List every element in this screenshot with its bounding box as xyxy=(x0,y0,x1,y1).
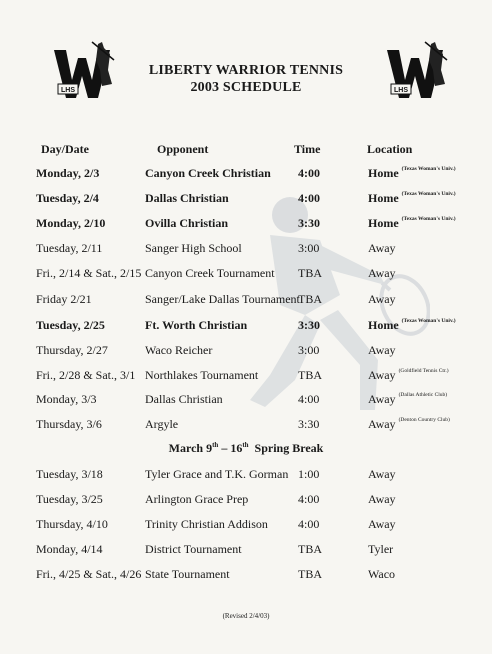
row-time: 4:00 xyxy=(298,517,320,531)
row-location: Away xyxy=(368,392,396,406)
spring-break-mid: – 16 xyxy=(218,441,243,455)
row-time: TBA xyxy=(298,266,322,280)
row-time: 3:30 xyxy=(298,318,320,332)
row-time: 4:00 xyxy=(298,492,320,506)
row-time: 4:00 xyxy=(298,166,320,180)
row-date: Monday, 3/3 xyxy=(36,392,97,406)
table-row xyxy=(0,417,492,435)
row-location: Away xyxy=(368,241,396,255)
row-time: 3:00 xyxy=(298,343,320,357)
row-location-note: (Denton Country Club) xyxy=(398,417,450,423)
row-opponent: Canyon Creek Christian xyxy=(145,166,271,180)
column-header-opponent: Opponent xyxy=(157,142,209,156)
document-title: LIBERTY WARRIOR TENNIS xyxy=(148,63,344,78)
row-location: Away xyxy=(368,368,396,382)
row-location: Home xyxy=(368,166,399,180)
row-opponent: Dallas Christian xyxy=(145,392,223,406)
row-location: Waco xyxy=(368,567,396,581)
column-header-time: Time xyxy=(294,142,321,156)
row-location-cell xyxy=(368,166,456,181)
column-header-location: Location xyxy=(367,142,413,156)
row-opponent: Canyon Creek Tournament xyxy=(145,266,275,280)
table-row xyxy=(0,166,492,184)
row-opponent: Trinity Christian Addison xyxy=(145,517,268,531)
row-location-cell xyxy=(368,216,456,231)
row-location: Away xyxy=(368,517,396,531)
table-row xyxy=(0,318,492,336)
table-row xyxy=(0,266,492,284)
row-time: 3:30 xyxy=(298,417,320,431)
row-date: Fri., 2/28 & Sat., 3/1 xyxy=(36,368,136,382)
table-row xyxy=(0,517,492,535)
row-opponent: Waco Reicher xyxy=(145,343,213,357)
svg-text:LHS: LHS xyxy=(61,87,75,94)
row-location: Home xyxy=(368,216,399,230)
row-opponent: Sanger/Lake Dallas Tournament xyxy=(145,292,300,306)
row-location: Home xyxy=(368,318,399,332)
row-location: Away xyxy=(368,343,396,357)
row-time: TBA xyxy=(298,368,322,382)
row-location: Away xyxy=(368,417,396,431)
row-location-note: (Texas Woman's Univ.) xyxy=(401,318,456,324)
row-opponent: Argyle xyxy=(145,417,179,431)
row-opponent: Ft. Worth Christian xyxy=(145,318,248,332)
row-opponent: Sanger High School xyxy=(145,241,242,255)
table-row xyxy=(0,467,492,485)
row-opponent: Ovilla Christian xyxy=(145,216,229,230)
row-date: Tuesday, 2/25 xyxy=(36,318,105,332)
table-row xyxy=(0,343,492,361)
spring-break-row xyxy=(0,441,492,456)
row-opponent: Arlington Grace Prep xyxy=(145,492,249,506)
table-row xyxy=(0,191,492,209)
row-date: Tuesday, 3/18 xyxy=(36,467,103,481)
row-opponent: Dallas Christian xyxy=(145,191,229,205)
row-location: Tyler xyxy=(368,542,394,556)
spring-break-post: Spring Break xyxy=(248,441,324,455)
row-time: TBA xyxy=(298,542,322,556)
column-header-date: Day/Date xyxy=(41,142,89,156)
row-date: Thursday, 3/6 xyxy=(36,417,102,431)
table-row xyxy=(0,216,492,234)
row-location: Away xyxy=(368,266,396,280)
table-row xyxy=(0,241,492,259)
table-row xyxy=(0,392,492,410)
row-location-cell xyxy=(368,191,456,206)
revised-note: (Revised 2/4/03) xyxy=(222,612,270,620)
row-opponent: District Tournament xyxy=(145,542,242,556)
row-time: TBA xyxy=(298,567,322,581)
row-location-note: (Goldfield Tennis Ctr.) xyxy=(398,368,449,374)
row-time: TBA xyxy=(298,292,322,306)
row-date: Fri., 2/14 & Sat., 2/15 xyxy=(36,266,142,280)
row-opponent: State Tournament xyxy=(145,567,230,581)
document-subtitle: 2003 SCHEDULE xyxy=(190,80,302,95)
row-date: Fri., 4/25 & Sat., 4/26 xyxy=(36,567,142,581)
row-location-note: (Texas Woman's Univ.) xyxy=(401,166,456,172)
row-location: Away xyxy=(368,492,396,506)
row-date: Monday, 4/14 xyxy=(36,542,103,556)
row-time: 3:00 xyxy=(298,241,320,255)
row-date: Thursday, 4/10 xyxy=(36,517,108,531)
row-location-note: (Dallas Athletic Club) xyxy=(398,392,448,398)
table-row xyxy=(0,368,492,386)
row-date: Tuesday, 2/11 xyxy=(36,241,103,255)
row-location-cell xyxy=(368,368,449,383)
row-date: Tuesday, 3/25 xyxy=(36,492,103,506)
row-location: Home xyxy=(368,191,399,205)
row-location: Away xyxy=(368,467,396,481)
row-location-cell xyxy=(368,392,448,407)
row-location-cell xyxy=(368,318,456,333)
spring-break-pre: March 9 xyxy=(168,441,213,455)
table-row xyxy=(0,567,492,585)
table-row xyxy=(0,542,492,560)
table-row xyxy=(0,292,492,310)
row-time: 3:30 xyxy=(298,216,320,230)
row-opponent: Northlakes Tournament xyxy=(145,368,259,382)
row-date: Thursday, 2/27 xyxy=(36,343,108,357)
table-row xyxy=(0,492,492,510)
spring-break-sup1: th xyxy=(212,441,219,449)
row-time: 4:00 xyxy=(298,191,320,205)
spring-break-sup2: th xyxy=(242,441,249,449)
row-location-note: (Texas Woman's Univ.) xyxy=(401,216,456,222)
row-opponent: Tyler Grace and T.K. Gorman xyxy=(145,467,289,481)
row-date: Monday, 2/10 xyxy=(36,216,106,230)
row-date: Tuesday, 2/4 xyxy=(36,191,99,205)
svg-text:LHS: LHS xyxy=(394,87,408,94)
row-location-cell xyxy=(368,417,450,432)
row-time: 4:00 xyxy=(298,392,320,406)
row-date: Friday 2/21 xyxy=(36,292,92,306)
row-location: Away xyxy=(368,292,396,306)
row-location-note: (Texas Woman's Univ.) xyxy=(401,191,456,197)
row-date: Monday, 2/3 xyxy=(36,166,100,180)
row-time: 1:00 xyxy=(298,467,320,481)
